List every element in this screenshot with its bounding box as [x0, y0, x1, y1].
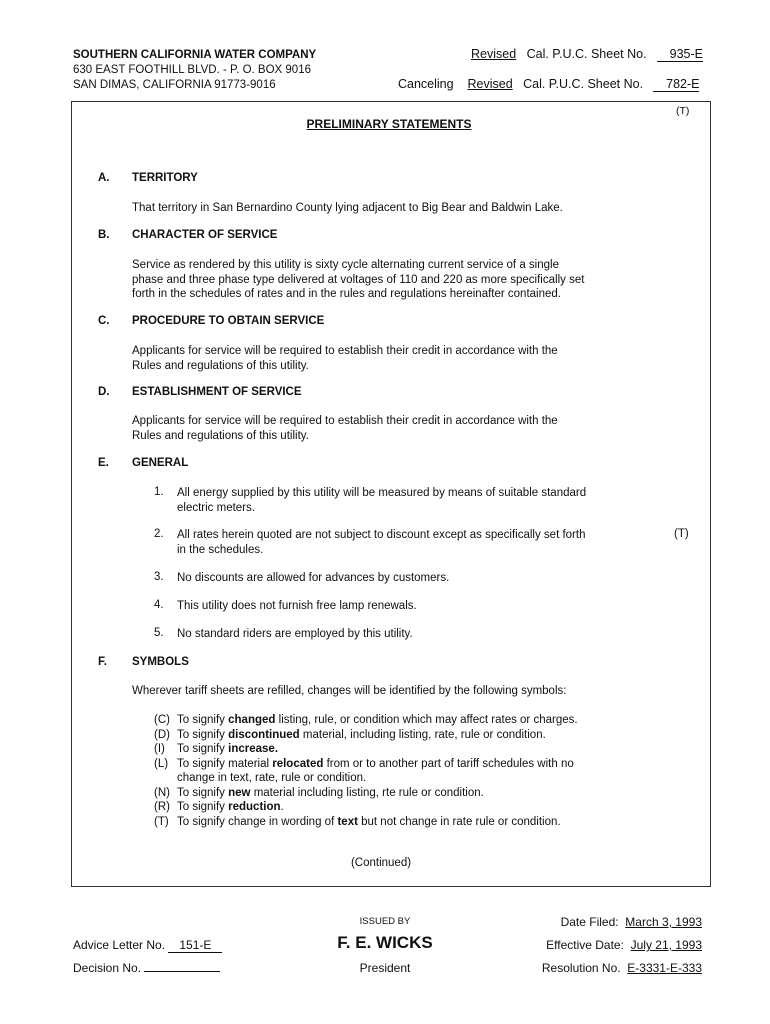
section-b-text: [132, 258, 612, 302]
general-item-text: [177, 486, 586, 515]
general-item-line: in the schedules.: [177, 543, 264, 556]
canceling-label: Canceling: [398, 77, 454, 91]
symbol-code: (L): [154, 757, 169, 770]
symbol-code: (N): [154, 786, 170, 799]
decision-line: [73, 961, 220, 975]
symbol-row: [154, 786, 578, 801]
company-name: SOUTHERN CALIFORNIA WATER COMPANY: [73, 49, 317, 61]
issued-by-label: ISSUED BY: [359, 916, 411, 927]
general-item-number: 1.: [154, 486, 164, 498]
section-b-heading: CHARACTER OF SERVICE: [132, 229, 278, 241]
section-b-line1: Service as rendered by this utility is sixty cycle alternating current service of a single: [132, 259, 559, 271]
canceling-sheet-line: [398, 77, 699, 92]
symbol-desc: To signify: [177, 714, 229, 726]
effective-date-line: [546, 938, 702, 952]
symbol-code: (C): [154, 714, 170, 726]
symbol-desc: To signify: [177, 786, 229, 799]
symbol-keyword: new: [228, 786, 251, 799]
symbol-code: (T): [154, 815, 169, 828]
resolution-line: [542, 961, 702, 975]
section-d-letter: D.: [98, 386, 110, 398]
decision-label: Decision No.: [73, 961, 142, 975]
general-item-text: [177, 528, 585, 557]
general-item-number: 2.: [154, 528, 164, 540]
general-item-number: 5.: [154, 627, 164, 639]
symbol-desc: To signify change in wording of: [177, 815, 338, 828]
symbol-code: (D): [154, 728, 170, 741]
general-item-line: All energy supplied by this utility will be measured by means of suitable standard: [177, 487, 587, 499]
symbol-desc: change in text, rate, rule or condition.: [177, 772, 367, 784]
sheet-label: Cal. P.U.C. Sheet No.: [526, 47, 647, 61]
sheet-number-line: [471, 47, 703, 62]
section-a-text: That territory in San Bernardino County lying adjacent to Big Bear and Baldwin Lake.: [132, 202, 563, 214]
continued-note: (Continued): [350, 857, 412, 869]
symbol-keyword: discontinued: [228, 728, 300, 741]
symbol-keyword: increase.: [228, 743, 279, 755]
change-mark-top: (T): [676, 105, 690, 117]
general-item-number: 3.: [154, 571, 164, 583]
effective-date-label: Effective Date:: [546, 938, 624, 952]
symbol-row: [154, 757, 578, 772]
signer-title: President: [359, 961, 411, 975]
symbol-row: [154, 713, 578, 728]
signer-name: F. E. WICKS: [337, 933, 433, 952]
company-address-line1: 630 EAST FOOTHILL BLVD. - P. O. BOX 9016: [73, 64, 311, 76]
general-item-line: This utility does not furnish free lamp renewals.: [177, 600, 417, 612]
section-b-line2: phase and three phase type delivered at voltages of 110 and 220 as more specifically set: [132, 273, 585, 286]
symbol-row: [154, 742, 578, 757]
section-b-line3: forth in the schedules of rates and in the rules and regulations hereinafter contained.: [132, 288, 561, 300]
section-a-heading: TERRITORY: [132, 172, 198, 184]
symbol-desc: To signify: [177, 743, 229, 755]
symbol-desc: but not change in rate rule or condition.: [357, 815, 561, 828]
cancel-sheet-label: Cal. P.U.C. Sheet No.: [523, 77, 644, 91]
change-mark-item-2: (T): [674, 528, 689, 540]
symbol-desc: .: [280, 801, 284, 813]
symbol-keyword: relocated: [272, 757, 324, 770]
section-c-heading: PROCEDURE TO OBTAIN SERVICE: [132, 315, 325, 327]
cancel-revised-label: Revised: [467, 77, 513, 91]
symbol-desc: from or to another part of tariff schedules with no: [323, 757, 574, 770]
sheet-number: 935-E: [657, 47, 703, 62]
symbol-code: (R): [154, 801, 170, 813]
date-filed-value: March 3, 1993: [625, 915, 702, 929]
symbol-desc: To signify: [177, 801, 229, 813]
section-d-line2: Rules and regulations of this utility.: [132, 429, 309, 442]
section-c-line2: Rules and regulations of this utility.: [132, 359, 309, 372]
symbol-row-continuation: [154, 771, 578, 786]
symbol-keyword: text: [337, 815, 358, 828]
general-item-line: No standard riders are employed by this utility.: [177, 628, 413, 640]
section-e-letter: E.: [98, 457, 109, 469]
symbols-intro: Wherever tariff sheets are refilled, changes will be identified by the following symbols:: [132, 685, 567, 697]
date-filed-label: Date Filed:: [560, 915, 619, 929]
revised-label: Revised: [471, 47, 517, 61]
general-item-number: 4.: [154, 599, 164, 611]
decision-number: [144, 971, 220, 972]
section-d-line1: Applicants for service will be required to establish their credit in accordance with the: [132, 415, 558, 427]
section-c-letter: C.: [98, 315, 110, 327]
symbol-desc: To signify material: [177, 757, 273, 770]
resolution-number: E-3331-E-333: [627, 961, 702, 975]
symbol-keyword: reduction: [228, 801, 281, 813]
advice-letter-label: Advice Letter No.: [73, 938, 166, 952]
page-title: PRELIMINARY STATEMENTS: [306, 117, 472, 131]
symbol-desc: listing, rule, or condition which may affect rates or charges.: [275, 714, 578, 726]
symbol-row: [154, 815, 578, 830]
symbol-desc: material, including listing, rate, rule or condition.: [299, 728, 546, 741]
symbol-row: [154, 800, 578, 815]
section-f-letter: F.: [98, 656, 107, 668]
symbol-code: (I): [154, 743, 165, 755]
cancel-sheet-number: 782-E: [653, 77, 699, 92]
section-c-text: [132, 344, 612, 373]
section-b-letter: B.: [98, 229, 110, 241]
symbol-desc: material including listing, rte rule or condition.: [250, 786, 484, 799]
resolution-label: Resolution No.: [541, 961, 621, 975]
section-c-line1: Applicants for service will be required to establish their credit in accordance with the: [132, 345, 558, 357]
section-a-letter: A.: [98, 172, 110, 184]
section-d-heading: ESTABLISHMENT OF SERVICE: [132, 386, 302, 398]
date-filed-line: [561, 915, 702, 929]
advice-letter-number: 151-E: [168, 938, 222, 953]
symbol-desc: To signify: [177, 728, 229, 741]
advice-letter-line: [73, 938, 222, 953]
symbol-keyword: changed: [228, 714, 276, 726]
section-e-heading: GENERAL: [132, 457, 189, 469]
symbol-list: [154, 713, 578, 829]
effective-date-value: July 21, 1993: [630, 938, 702, 952]
general-item-line: electric meters.: [177, 501, 255, 514]
general-item-line: No discounts are allowed for advances by customers.: [177, 572, 450, 584]
section-d-text: [132, 414, 612, 443]
section-f-heading: SYMBOLS: [132, 656, 189, 668]
company-address-line2: SAN DIMAS, CALIFORNIA 91773-9016: [73, 79, 276, 91]
symbol-row: [154, 728, 578, 743]
company-address-block: [73, 48, 316, 93]
general-item-line: All rates herein quoted are not subject to discount except as specifically set forth: [177, 529, 586, 541]
